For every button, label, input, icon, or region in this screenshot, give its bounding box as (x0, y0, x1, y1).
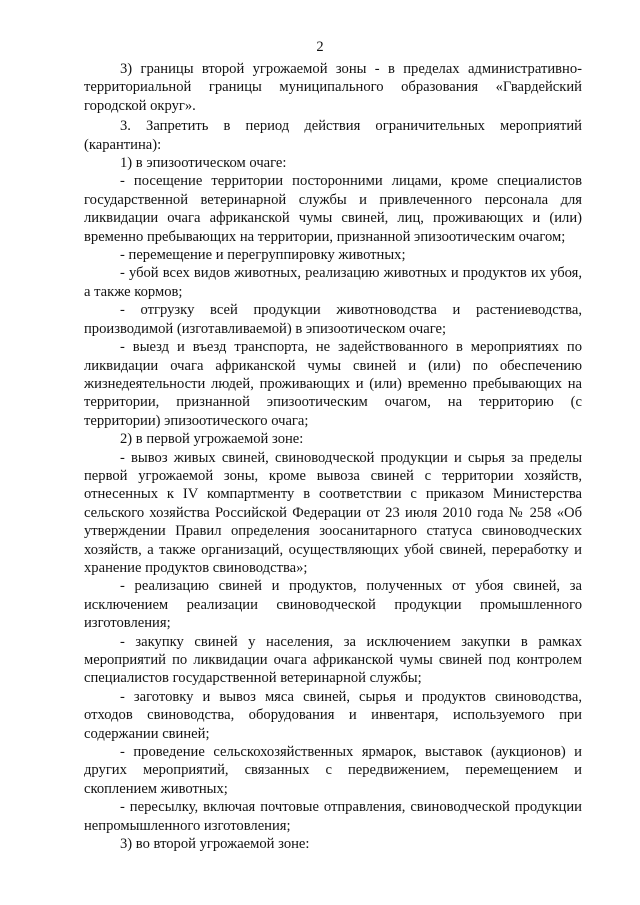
list-item-export-pigs: - вывоз живых свиней, свиноводческой продукции и сырья за пределы первой угрожаемой зоны, кроме вывоза свиней с территории хозяйств, отнесенных к IV компартменту в соответствии с приказом Министерства сельского хозяйства Российской Федерации от 23 июля 2010 года № 258 «Об утверждении Правил определения зоосанитарного статуса свиноводческих хозяйств, а также организаций, осуществляющих убой свиней, переработку и хранение продуктов свиноводства»; (84, 449, 582, 576)
paragraph-heading-focus: 1) в эпизоотическом очаге: (120, 155, 287, 172)
page-number: 2 (316, 39, 324, 55)
paragraph-heading-second-zone: 3) во второй угрожаемой зоне: (120, 836, 310, 853)
list-item-visiting: - посещение территории посторонними лицами, кроме специалистов государственной ветеринарной службы и привлеченного персонала для ликвидации очага африканской чумы свиней, лиц, проживающих и (или) временно пребывающих на территории, признанной эпизоотическим очагом; (84, 173, 582, 245)
list-item-transport: - выезд и въезд транспорта, не задействованного в мероприятиях по ликвидации очага африканской чумы свиней и (или) по обеспечению жизнедеятельности людей, проживающих и (или) временно пребывающих на территории, признанной эпизоотическим очагом, на территорию (с территории) эпизоотического очага; (84, 339, 582, 429)
document-body (84, 60, 582, 853)
list-item-slaughter: - убой всех видов животных, реализацию животных и продуктов их убоя, а также кормов; (84, 265, 582, 300)
paragraph-heading-first-zone: 2) в первой угрожаемой зоне: (120, 431, 304, 448)
list-item-fairs: - проведение сельскохозяйственных ярмарок, выставок (аукционов) и других мероприятий, связанных с передвижением, перемещением и скоплением животных; (84, 744, 582, 797)
paragraph-prohibition-intro: 3. Запретить в период действия ограничительных мероприятий (карантина): (84, 118, 582, 153)
list-item-shipment: - отгрузку всей продукции животноводства и растениеводства, производимой (изготавливаемой) в эпизоотическом очаге; (84, 302, 582, 337)
list-item-procurement-meat: - заготовку и вывоз мяса свиней, сырья и продуктов свиноводства, отходов свиноводства, оборудования и инвентаря, используемого при содержании свиней; (84, 688, 582, 742)
list-item-purchase-pigs: - закупку свиней у населения, за исключением закупки в рамках мероприятий по ликвидации очага африканской чумы свиней под контролем специалистов государственной ветеринарной службы; (84, 633, 582, 687)
list-item-moving-animals: - перемещение и перегруппировку животных; (120, 247, 406, 264)
list-item-sale-pigs: - реализацию свиней и продуктов, полученных от убоя свиней, за исключением реализации свиноводческой продукции промышленного изготовления; (84, 578, 582, 632)
list-item-mailing: - пересылку, включая почтовые отправления, свиноводческой продукции непромышленного изготовления; (84, 799, 582, 834)
paragraph-second-zone-borders: 3) границы второй угрожаемой зоны - в пределах административно-территориальной границы муниципального образования «Гвардейский городской округ». (84, 61, 582, 114)
